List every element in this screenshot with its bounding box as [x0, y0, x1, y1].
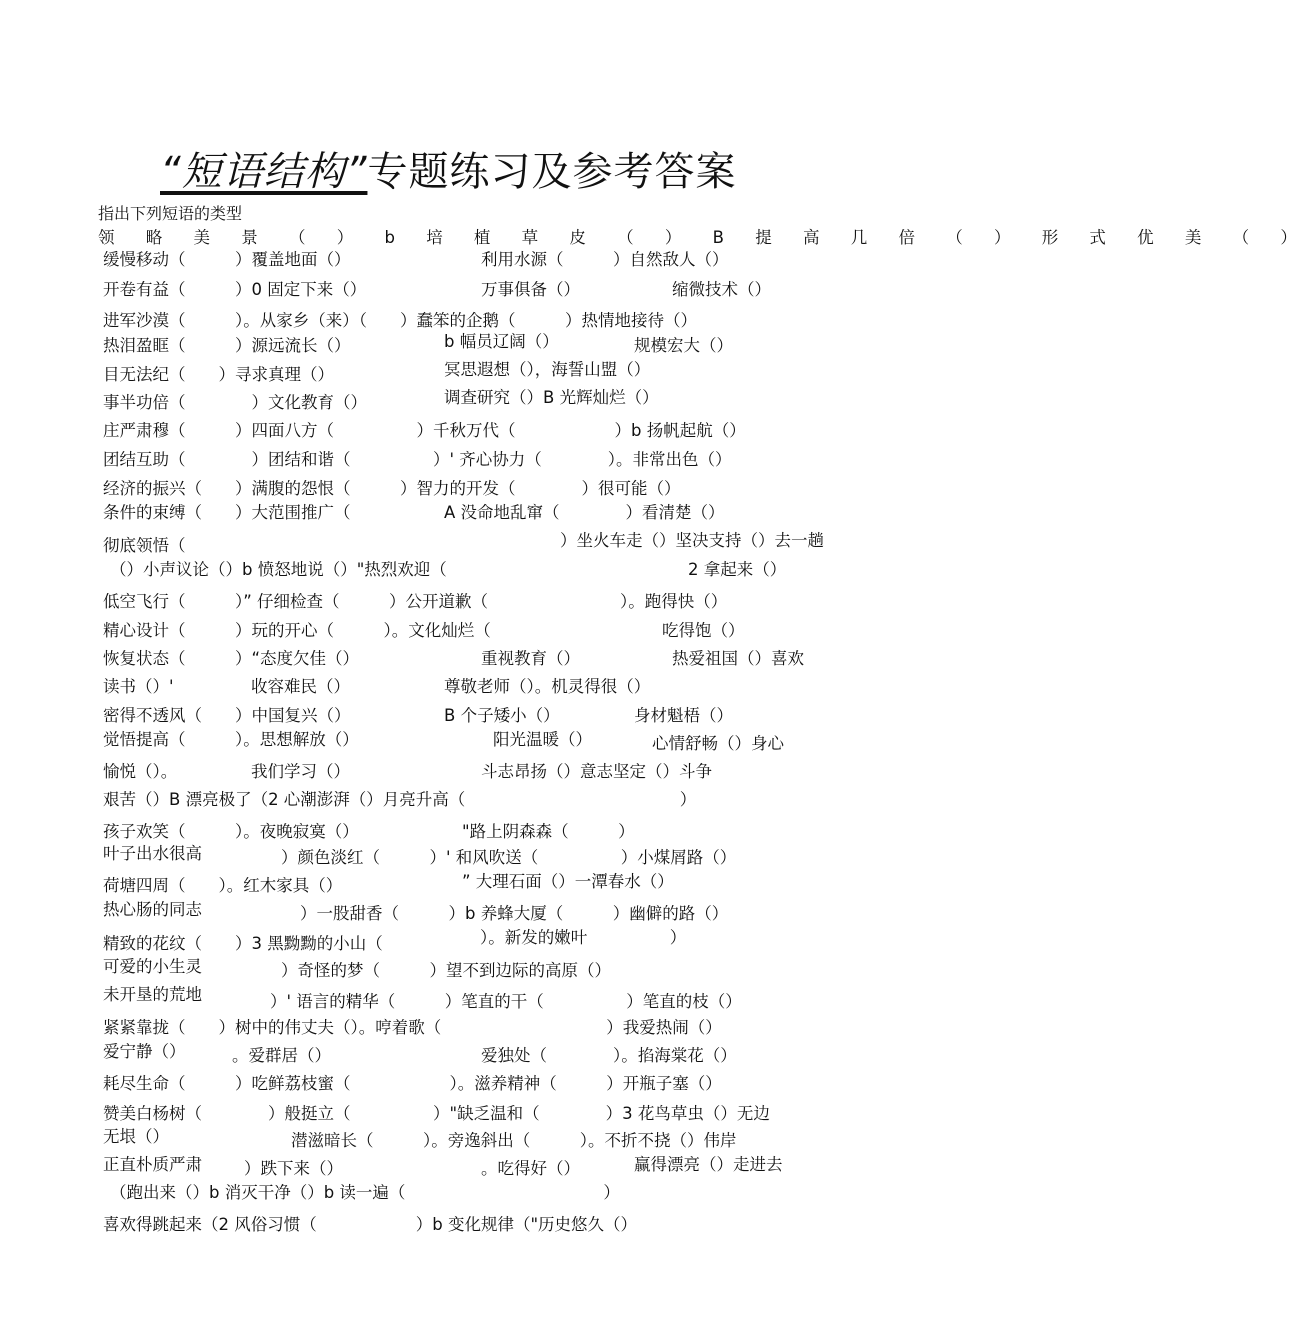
phrase-line: 无垠（）: [103, 1127, 169, 1146]
phrase-line: ” 大理石面（）一潭春水（）: [462, 872, 674, 891]
phrase-line: 热爱祖国（）喜欢: [672, 649, 804, 668]
title-quoted: “短语结构”: [160, 149, 368, 195]
phrase-line: 阳光温暖（）: [493, 730, 592, 749]
phrase-line: 热泪盈眶（ ）源远流长（）: [103, 336, 351, 355]
phrase-line: ）跌下来（）: [244, 1159, 343, 1178]
phrase-line: 可爱的小生灵: [103, 957, 202, 976]
phrase-line: 进军沙漠（ ）。从家乡（来）（ ）蠢笨的企鹅（ ）热情地接待（）: [103, 311, 697, 330]
phrase-line: 爱独处（ ）。掐海棠花（）: [481, 1046, 737, 1065]
phrase-line: 斗志昂扬（）意志坚定（）斗争: [481, 762, 712, 781]
phrase-line: 精心设计（ ）玩的开心（ ）。文化灿烂（: [103, 621, 491, 640]
phrase-line: 庄严肃穆（ ）四面八方（ ）千秋万代（ ）b 扬帆起航（）: [103, 421, 746, 440]
phrase-line: 事半功倍（ ）文化教育（）: [103, 393, 367, 412]
phrase-line: 重视教育（）: [481, 649, 580, 668]
phrase-line: 爱宁静（）: [103, 1042, 186, 1061]
phrase-line: 调查研究（）B 光辉灿烂（）: [444, 388, 659, 407]
phrase-line: 赞美白杨树（ ）般挺立（ ）"缺乏温和（ ）3 花鸟草虫（）无边: [103, 1104, 770, 1123]
phrase-line: ）坐火车走（）坚决支持（）去一趟: [560, 531, 824, 550]
phrase-line: 缓慢移动（ ）覆盖地面（）: [103, 250, 351, 269]
phrase-line: 。吃得好（）: [481, 1159, 580, 1178]
phrase-line: 喜欢得跳起来（2 风俗习惯（ ）b 变化规律（"历史悠久（）: [103, 1215, 638, 1234]
phrase-line: 利用水源（ ）自然敌人（）: [481, 250, 729, 269]
phrase-line: 精致的花纹（ ）3 黑黝黝的小山（: [103, 934, 383, 953]
phrase-line: 2 拿起来（）: [688, 560, 787, 579]
phrase-line: 身材魁梧（）: [634, 706, 733, 725]
phrase-line: 低空飞行（ ）” 仔细检查（ ）公开道歉（ ）。跑得快（）: [103, 592, 728, 611]
phrase-line: 冥思遐想（），海誓山盟（）: [444, 360, 651, 379]
phrase-line: 赢得漂亮（）走进去: [634, 1155, 783, 1174]
phrase-line: 收容难民（）: [251, 677, 350, 696]
phrase-line: 愉悦（）。: [103, 762, 178, 781]
phrase-line: ）一股甜香（ ）b 养蜂大厦（ ）幽僻的路（）: [300, 904, 729, 923]
page-title: [160, 140, 800, 200]
phrase-line: 领 略 美 景 （ ） b 培 植 草 皮 （ ） B 提 高 几 倍 （ ） 形 式 优 美 （ ）: [98, 228, 1310, 247]
phrase-line: 心情舒畅（）身心: [652, 734, 784, 753]
phrase-line: 经济的振兴（ ）满腹的怨恨（ ）智力的开发（ ）很可能（）: [103, 479, 681, 498]
phrase-line: 尊敬老师（）。机灵得很（）: [444, 677, 651, 696]
phrase-line: ）' 语言的精华（ ）笔直的干（ ）笔直的枝（）: [270, 992, 742, 1011]
phrase-line: 荷塘四周（ ）。红木家具（）: [103, 876, 343, 895]
phrase-line: 缩微技术（）: [672, 280, 771, 299]
phrase-line: 孩子欢笑（ ）。夜晚寂寞（）: [103, 822, 359, 841]
phrase-line: （）小声议论（）b 愤怒地说（）"热烈欢迎（: [110, 560, 447, 579]
phrase-line: ）奇怪的梦（ ）望不到边际的高原（）: [281, 961, 611, 980]
phrase-line: 未开垦的荒地: [103, 985, 202, 1004]
phrase-line: 吃得饱（）: [662, 621, 745, 640]
phrase-line: ）。新发的嫩叶 ）: [480, 928, 687, 947]
phrase-line: B 个子矮小（）: [444, 706, 560, 725]
phrase-line: 艰苦（）B 漂亮极了（2 心潮澎湃（）月亮升高（ ）: [103, 790, 697, 809]
phrase-line: 读书（）': [103, 677, 174, 696]
phrase-line: A 没命地乱窜（ ）看清楚（）: [444, 503, 725, 522]
phrase-line: 规模宏大（）: [634, 336, 733, 355]
phrase-line: 团结互助（ ）团结和谐（ ）' 齐心协力（ ）。非常出色（）: [103, 450, 732, 469]
phrase-line: 紧紧靠拢（ ）树中的伟丈夫（）。哼着歌（ ）我爱热闹（）: [103, 1018, 722, 1037]
phrase-line: b 幅员辽阔（）: [444, 332, 559, 351]
phrase-line: 密得不透风（ ）中国复兴（）: [103, 706, 351, 725]
phrase-line: （跑出来（）b 消灭干净（）b 读一遍（ ）: [110, 1183, 620, 1202]
phrase-line: 正直朴质严肃: [103, 1155, 202, 1174]
phrase-line: ）颜色淡红（ ）' 和风吹送（ ）小煤屑路（）: [281, 848, 737, 867]
phrase-line: 恢复状态（ ）“态度欠佳（）: [103, 649, 360, 668]
phrase-line: 。爱群居（）: [232, 1046, 331, 1065]
phrase-line: 热心肠的同志: [103, 900, 202, 919]
phrase-line: 耗尽生命（ ）吃鲜荔枝蜜（ ）。滋养精神（ ）开瓶子塞（）: [103, 1074, 722, 1093]
phrase-line: 彻底领悟（: [103, 536, 186, 555]
phrase-line: 叶子出水很高: [103, 844, 202, 863]
phrase-line: 开卷有益（ ）0 固定下来（）: [103, 280, 367, 299]
phrase-line: 目无法纪（ ）寻求真理（）: [103, 365, 334, 384]
phrase-line: "路上阴森森（ ）: [462, 822, 635, 841]
phrase-line: 觉悟提高（ ）。思想解放（）: [103, 730, 359, 749]
phrase-line: 条件的束缚（ ）大范围推广（: [103, 503, 351, 522]
exercise-instruction: 指出下列短语的类型: [98, 204, 243, 223]
phrase-line: 万事俱备（）: [481, 280, 580, 299]
phrase-line: 潜滋暗长（ ）。旁逸斜出（ ）。不折不挠（）伟岸: [291, 1131, 737, 1150]
title-rest: 专题练习及参考答案: [367, 149, 737, 195]
phrase-line: 我们学习（）: [251, 762, 350, 781]
